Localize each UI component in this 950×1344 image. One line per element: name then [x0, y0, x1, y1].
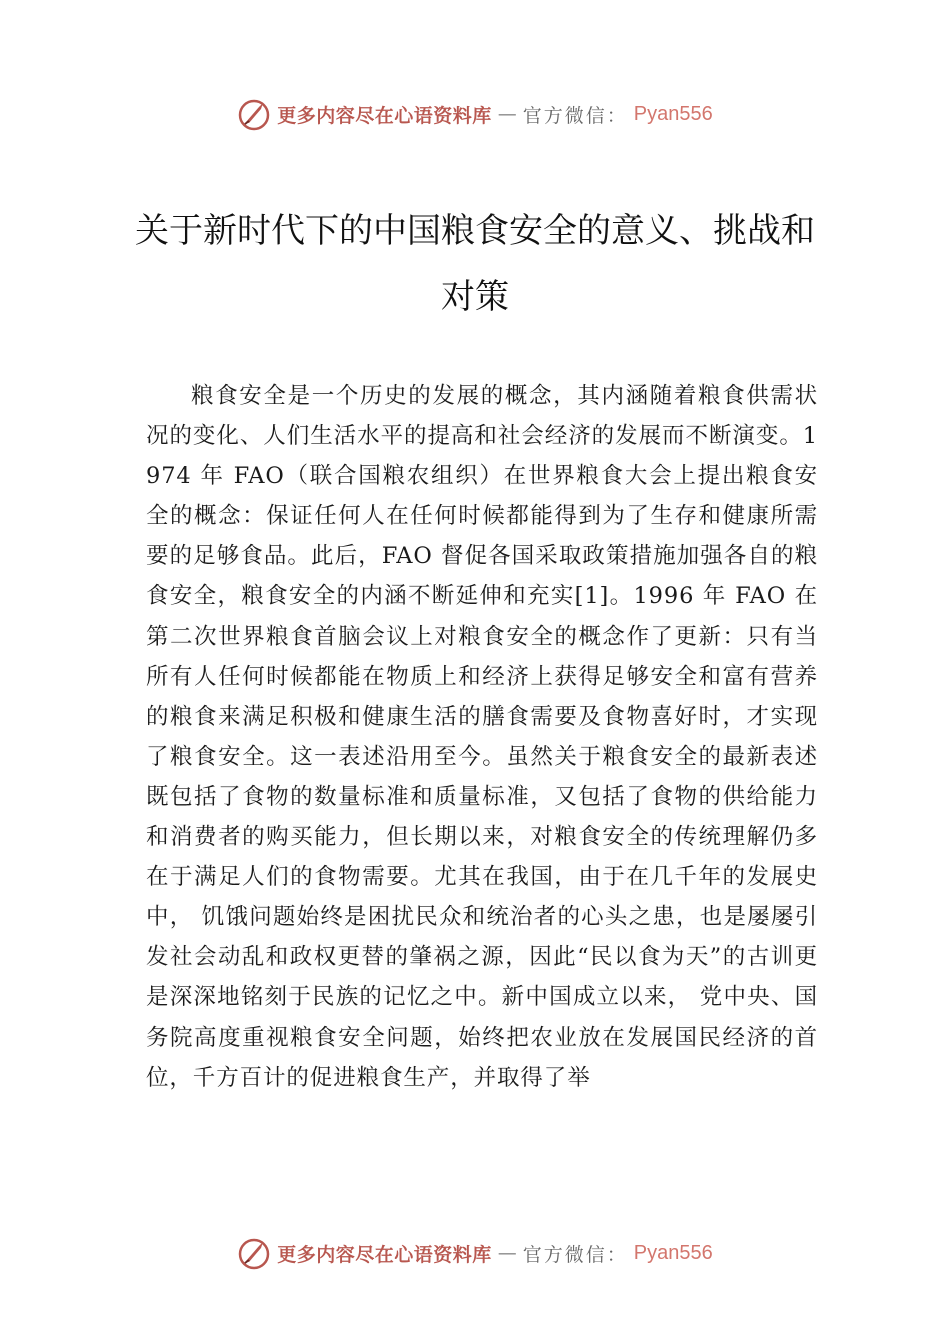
- wechat-label: 官方微信：: [522, 104, 628, 127]
- wechat-label: 官方微信：: [522, 1243, 628, 1266]
- promo-text: 更多内容尽在心语资料库: [277, 1243, 492, 1266]
- footer-banner: [0, 1233, 950, 1273]
- promo-text: 更多内容尽在心语资料库: [277, 104, 492, 127]
- body-paragraph: 粮食安全是一个历史的发展的概念，其内涵随着粮食供需状况的变化、人们生活水平的提高和社会经济的发展而不断演变。1974 年 FAO（联合国粮农组织）在世界粮食大会上提出粮食安全的概念：保证任何人在任何时候都能得到为了生存和健康所需要的足够食品。此后，FAO 督促各国采取政策措施加强各自的粮食安全，粮食安全的内涵不断延伸和充实[1]。1996 年 FAO 在第二次世界粮食首脑会议上对粮食安全的概念作了更新：只有当所有人任何时候都能在物质上和经济上获得足够安全和富有营养的粮食来满足积极和健康生活的膳食需要及食物喜好时，才实现了粮食安全。这一表述沿用至今。虽然关于粮食安全的最新表述既包括了食物的数量标准和质量标准，又包括了食物的供给能力和消费者的购买能力，但长期以来，对粮食安全的传统理解仍多在于满足人们的食物需要。尤其在我国，由于在几千年的发展史中， 饥饿问题始终是困扰民众和统治者的心头之患，也是屡屡引发社会动乱和政权更替的肇祸之源，因此“民以食为天”的古训更是深深地铭刻于民族的记忆之中。新中国成立以来， 党中央、国务院高度重视粮食安全问题，始终把农业放在发展国民经济的首位，千方百计的促进粮食生产，并取得了举: [146, 383, 818, 1091]
- wechat-id: Pyan556: [633, 102, 713, 125]
- document-title: 关于新时代下的中国粮食安全的意义、挑战和对策: [135, 211, 815, 317]
- header-banner: [0, 94, 950, 134]
- banner-separator: —: [497, 103, 517, 125]
- wechat-id: Pyan556: [633, 1241, 713, 1264]
- quill-pen-logo-icon: [237, 1236, 271, 1270]
- quill-pen-logo-icon: [237, 97, 271, 131]
- banner-separator: —: [497, 1242, 517, 1264]
